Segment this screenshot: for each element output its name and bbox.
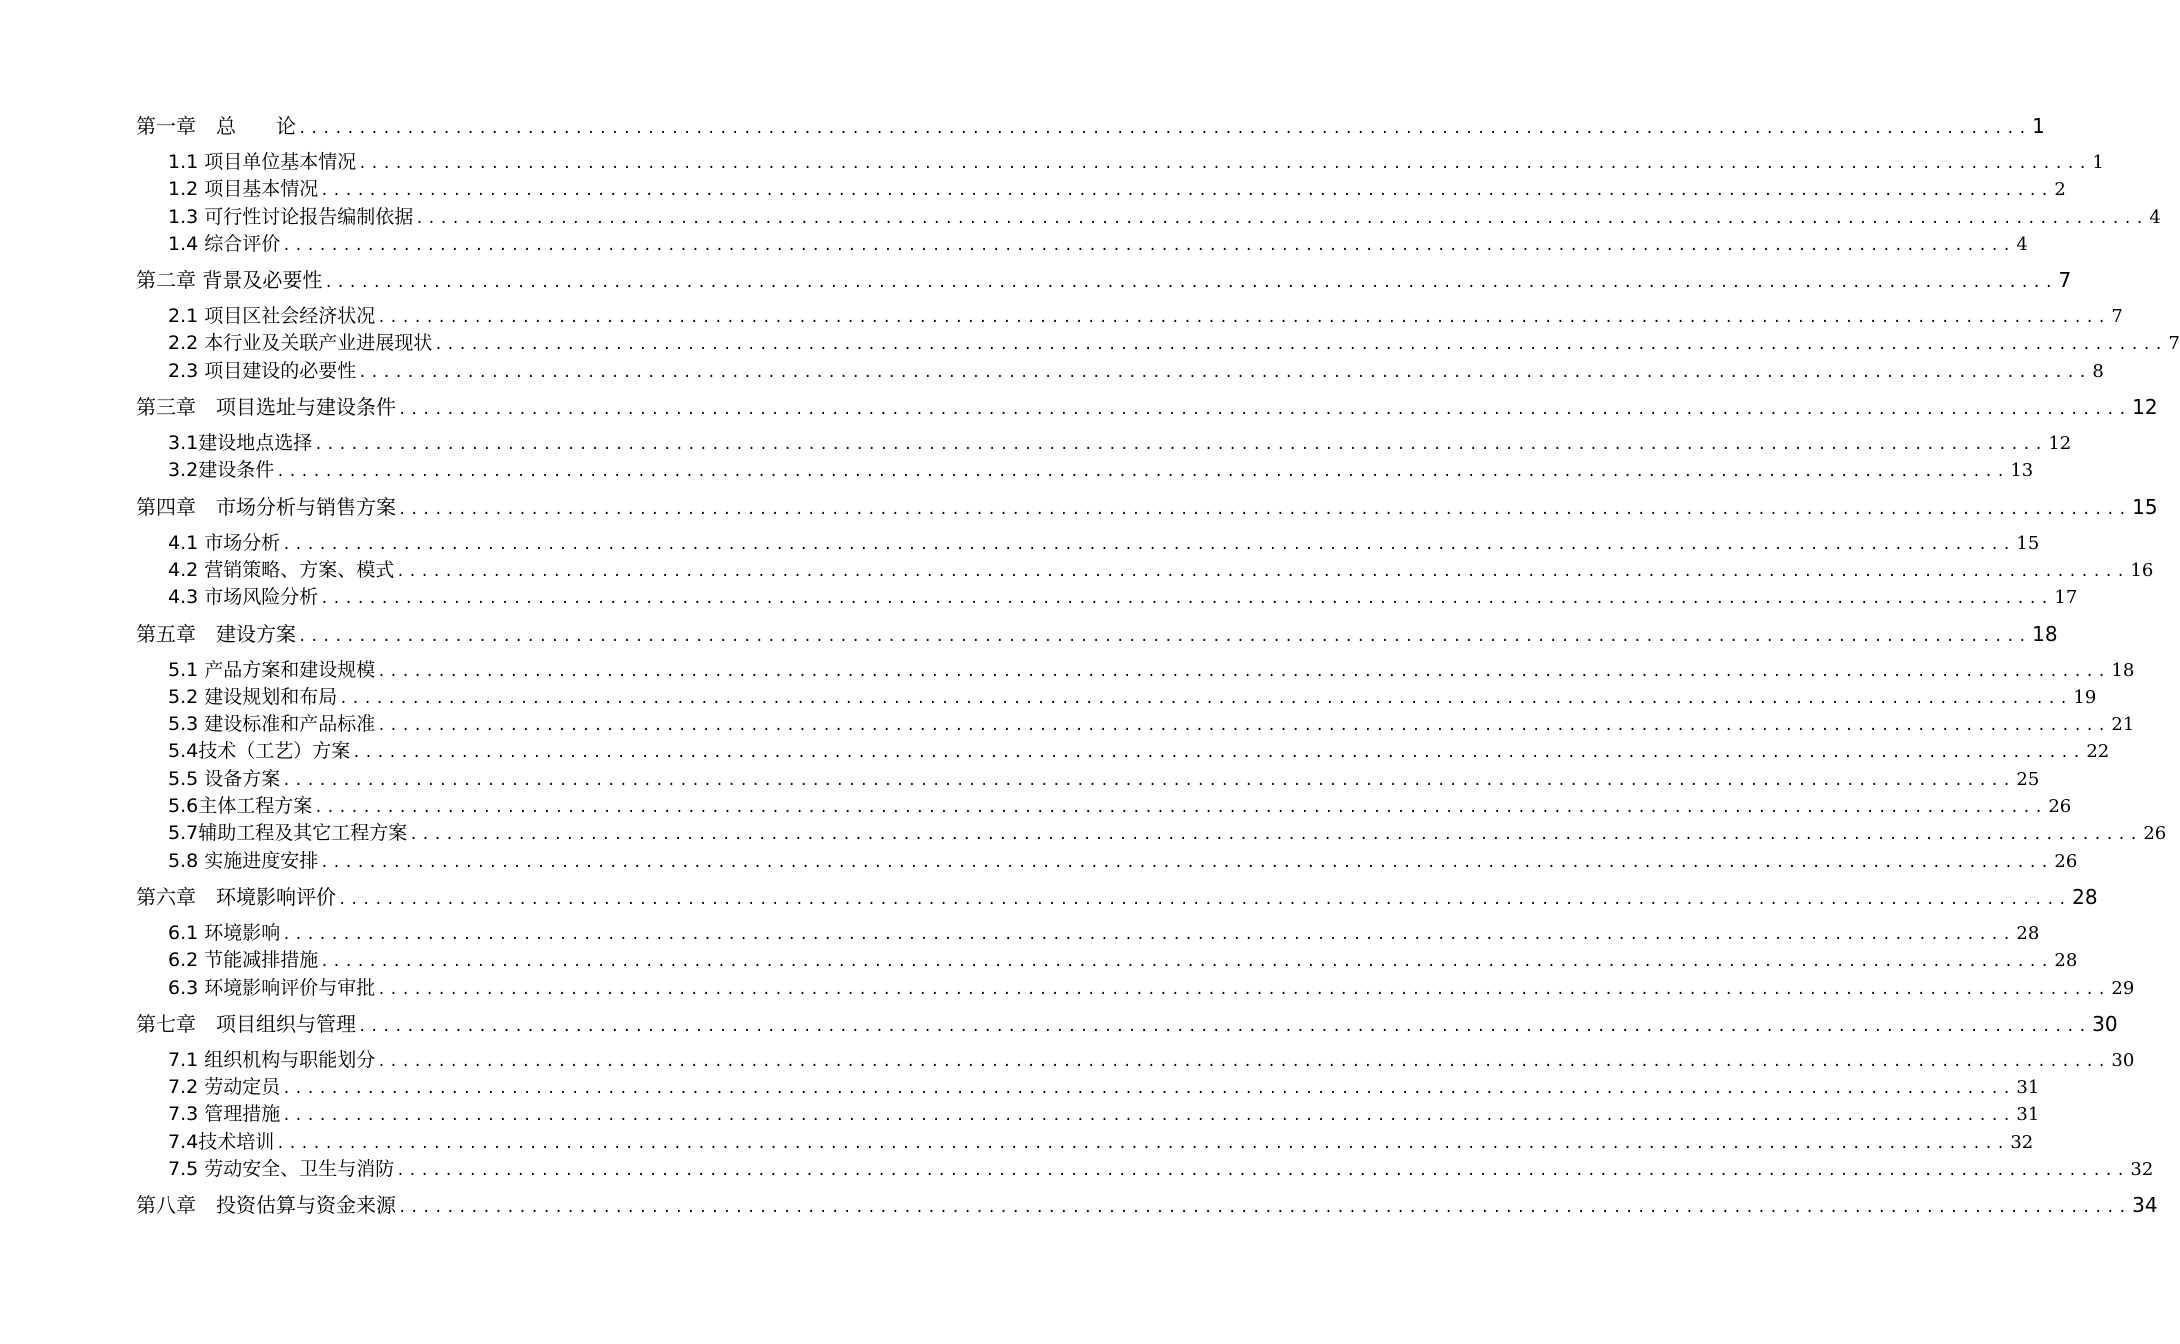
toc-chapter-entry[interactable] bbox=[136, 621, 2058, 648]
toc-dot-leader: ................................................................................................................................................ bbox=[398, 402, 2131, 419]
toc-page-number: 7 bbox=[2058, 268, 2072, 293]
toc-section-entry[interactable] bbox=[136, 920, 2040, 947]
toc-page-number: 12 bbox=[2048, 433, 2072, 455]
toc-section-entry[interactable] bbox=[136, 204, 2161, 231]
toc-dot-leader: ................................................................................................................................................ bbox=[398, 501, 2131, 518]
toc-page-number: 7 bbox=[2168, 333, 2180, 355]
toc-page-number: 26 bbox=[2143, 823, 2167, 845]
toc-dot-leader: ................................................................................................................................................ bbox=[282, 1081, 2015, 1098]
toc-page-number: 34 bbox=[2132, 1193, 2158, 1218]
toc-chapter-entry[interactable] bbox=[136, 1192, 2158, 1219]
toc-section-entry[interactable] bbox=[136, 657, 2135, 684]
toc-entry-title: 1.3 可行性讨论报告编制依据 bbox=[168, 205, 414, 228]
toc-section-entry[interactable] bbox=[136, 738, 2110, 765]
toc-entry-title: 5.2 建设规划和布局 bbox=[168, 685, 338, 708]
toc-entry-title: 4.3 市场风险分析 bbox=[168, 586, 319, 609]
toc-chapter-entry[interactable] bbox=[136, 113, 2045, 140]
toc-dot-leader: ................................................................................................................................................ bbox=[320, 183, 2053, 200]
toc-section-entry[interactable] bbox=[136, 1156, 2154, 1183]
toc-section-entry[interactable] bbox=[136, 149, 2104, 176]
toc-entry-title: 2.3 项目建设的必要性 bbox=[168, 359, 357, 382]
toc-entry-title: 2.1 项目区社会经济状况 bbox=[168, 305, 376, 328]
toc-page-number: 18 bbox=[2111, 659, 2135, 681]
toc-page-number: 28 bbox=[2016, 922, 2040, 944]
toc-section-entry[interactable] bbox=[136, 1074, 2040, 1101]
toc-dot-leader: ................................................................................................................................................ bbox=[339, 690, 2072, 707]
toc-page-number: 17 bbox=[2054, 587, 2078, 609]
toc-section-entry[interactable] bbox=[136, 530, 2040, 557]
toc-dot-leader: ................................................................................................................................................ bbox=[276, 464, 2009, 481]
toc-section-entry[interactable] bbox=[136, 711, 2135, 738]
toc-section-entry[interactable] bbox=[136, 975, 2135, 1002]
toc-page-number: 31 bbox=[2016, 1104, 2040, 1126]
toc-entry-title: 1.1 项目单位基本情况 bbox=[168, 151, 357, 173]
toc-section-entry[interactable] bbox=[136, 330, 2180, 357]
toc-page-number: 26 bbox=[2054, 850, 2078, 872]
toc-entry-title: 第四章 市场分析与销售方案 bbox=[136, 494, 396, 519]
toc-section-entry[interactable] bbox=[136, 1129, 2034, 1156]
toc-entry-title: 7.2 劳动定员 bbox=[168, 1076, 281, 1099]
toc-entry-title: 第五章 建设方案 bbox=[136, 621, 296, 646]
toc-entry-title: 第三章 项目选址与建设条件 bbox=[136, 395, 396, 420]
toc-dot-leader: ................................................................................................................................................ bbox=[282, 237, 2015, 254]
toc-page-number: 12 bbox=[2132, 395, 2158, 420]
toc-entry-title: 3.1建设地点选择 bbox=[168, 432, 313, 455]
toc-dot-leader: ................................................................................................................................................ bbox=[358, 156, 2091, 172]
toc-section-entry[interactable] bbox=[136, 1047, 2135, 1074]
toc-section-entry[interactable] bbox=[136, 557, 2154, 584]
toc-dot-leader: ................................................................................................................................................ bbox=[338, 891, 2071, 908]
toc-dot-leader: ................................................................................................................................................ bbox=[377, 663, 2110, 680]
toc-page-number: 32 bbox=[2130, 1159, 2154, 1181]
toc-page-number: 2 bbox=[2054, 179, 2066, 201]
toc-section-entry[interactable] bbox=[136, 1101, 2040, 1128]
toc-dot-leader: ................................................................................................................................................ bbox=[415, 210, 2148, 227]
toc-section-entry[interactable] bbox=[136, 303, 2123, 330]
toc-chapter-entry[interactable] bbox=[136, 267, 2072, 294]
toc-dot-leader: ................................................................................................................................................ bbox=[282, 536, 2015, 553]
toc-section-entry[interactable] bbox=[136, 584, 2078, 611]
toc-dot-leader: ................................................................................................................................................ bbox=[298, 121, 2031, 137]
toc-page-number: 31 bbox=[2016, 1077, 2040, 1099]
toc-dot-leader: ................................................................................................................................................ bbox=[398, 1200, 2131, 1217]
toc-dot-leader: ................................................................................................................................................ bbox=[276, 1135, 2009, 1152]
toc-entry-title: 5.7辅助工程及其它工程方案 bbox=[168, 822, 408, 845]
toc-dot-leader: ................................................................................................................................................ bbox=[320, 591, 2053, 608]
toc-section-entry[interactable] bbox=[136, 820, 2167, 847]
toc-section-entry[interactable] bbox=[136, 947, 2078, 974]
toc-entry-title: 4.1 市场分析 bbox=[168, 531, 281, 554]
toc-page-number: 18 bbox=[2032, 621, 2058, 646]
toc-entry-title: 5.5 设备方案 bbox=[168, 767, 281, 790]
toc-entry-title: 7.4技术培训 bbox=[168, 1130, 275, 1153]
toc-section-entry[interactable] bbox=[136, 848, 2078, 875]
toc-section-entry[interactable] bbox=[136, 457, 2034, 484]
toc-section-entry[interactable] bbox=[136, 231, 2028, 258]
toc-entry-title: 6.1 环境影响 bbox=[168, 921, 281, 944]
toc-dot-leader: ................................................................................................................................................ bbox=[324, 275, 2057, 292]
toc-entry-title: 第一章 总 论 bbox=[136, 114, 296, 138]
toc-page-number: 29 bbox=[2111, 977, 2135, 999]
toc-page-number: 8 bbox=[2092, 360, 2104, 382]
toc-dot-leader: ................................................................................................................................................ bbox=[320, 854, 2053, 871]
toc-page-number: 7 bbox=[2111, 306, 2123, 328]
toc-dot-leader: ................................................................................................................................................ bbox=[314, 800, 2047, 817]
toc-dot-leader: ................................................................................................................................................ bbox=[282, 772, 2015, 789]
toc-page-number: 28 bbox=[2054, 950, 2078, 972]
toc-page-number: 30 bbox=[2092, 1011, 2118, 1036]
toc-page-number: 15 bbox=[2016, 532, 2040, 554]
toc-page-number: 1 bbox=[2032, 114, 2045, 138]
toc-section-entry[interactable] bbox=[136, 430, 2072, 457]
toc-section-entry[interactable] bbox=[136, 793, 2072, 820]
table-of-contents bbox=[136, 113, 2180, 1228]
toc-page-number: 16 bbox=[2130, 559, 2154, 581]
toc-chapter-entry[interactable] bbox=[136, 494, 2158, 521]
toc-dot-leader: ................................................................................................................................................ bbox=[314, 437, 2047, 454]
toc-page-number: 30 bbox=[2111, 1049, 2135, 1071]
toc-section-entry[interactable] bbox=[136, 176, 2066, 203]
toc-section-entry[interactable] bbox=[136, 684, 2097, 711]
toc-page-number: 13 bbox=[2010, 460, 2034, 482]
toc-entry-title: 4.2 营销策略、方案、模式 bbox=[168, 558, 395, 581]
toc-dot-leader: ................................................................................................................................................ bbox=[396, 1163, 2129, 1180]
toc-entry-title: 5.4技术（工艺）方案 bbox=[168, 740, 351, 763]
toc-entry-title: 第六章 环境影响评价 bbox=[136, 884, 336, 909]
toc-entry-title: 7.1 组织机构与职能划分 bbox=[168, 1048, 376, 1071]
toc-entry-title: 第八章 投资估算与资金来源 bbox=[136, 1193, 396, 1218]
toc-entry-title: 5.1 产品方案和建设规模 bbox=[168, 658, 376, 681]
toc-entry-title: 2.2 本行业及关联产业进展现状 bbox=[168, 332, 433, 355]
toc-dot-leader: ................................................................................................................................................ bbox=[358, 1018, 2091, 1035]
toc-dot-leader: ................................................................................................................................................ bbox=[409, 827, 2142, 844]
toc-section-entry[interactable] bbox=[136, 766, 2040, 793]
toc-page-number: 21 bbox=[2111, 714, 2135, 736]
toc-page-number: 19 bbox=[2073, 686, 2097, 708]
toc-dot-leader: ................................................................................................................................................ bbox=[377, 981, 2110, 998]
toc-dot-leader: ................................................................................................................................................ bbox=[352, 745, 2085, 762]
toc-dot-leader: ................................................................................................................................................ bbox=[377, 1053, 2110, 1070]
toc-entry-title: 1.4 综合评价 bbox=[168, 232, 281, 255]
toc-entry-title: 7.3 管理措施 bbox=[168, 1103, 281, 1126]
toc-dot-leader: ................................................................................................................................................ bbox=[377, 310, 2110, 327]
toc-entry-title: 5.8 实施进度安排 bbox=[168, 849, 319, 872]
toc-entry-title: 7.5 劳动安全、卫生与消防 bbox=[168, 1158, 395, 1181]
toc-page-number: 15 bbox=[2132, 494, 2158, 519]
toc-entry-title: 3.2建设条件 bbox=[168, 459, 275, 482]
toc-page-number: 22 bbox=[2086, 741, 2110, 763]
toc-dot-leader: ................................................................................................................................................ bbox=[320, 954, 2053, 971]
toc-page-number: 25 bbox=[2016, 768, 2040, 790]
toc-section-entry[interactable] bbox=[136, 358, 2104, 385]
toc-chapter-entry[interactable] bbox=[136, 394, 2158, 421]
toc-dot-leader: ................................................................................................................................................ bbox=[282, 926, 2015, 943]
toc-page-number: 28 bbox=[2072, 884, 2098, 909]
toc-page-number: 4 bbox=[2149, 206, 2161, 228]
toc-dot-leader: ................................................................................................................................................ bbox=[396, 563, 2129, 580]
toc-chapter-entry[interactable] bbox=[136, 884, 2098, 911]
toc-entry-title: 5.6主体工程方案 bbox=[168, 795, 313, 818]
toc-dot-leader: ................................................................................................................................................ bbox=[358, 364, 2091, 381]
toc-dot-leader: ................................................................................................................................................ bbox=[434, 337, 2167, 354]
toc-page-number: 1 bbox=[2092, 152, 2104, 173]
toc-entry-title: 5.3 建设标准和产品标准 bbox=[168, 713, 376, 736]
toc-entry-title: 1.2 项目基本情况 bbox=[168, 178, 319, 201]
toc-entry-title: 6.3 环境影响评价与审批 bbox=[168, 976, 376, 999]
toc-entry-title: 6.2 节能减排措施 bbox=[168, 949, 319, 972]
toc-chapter-entry[interactable] bbox=[136, 1011, 2118, 1038]
toc-page-number: 26 bbox=[2048, 796, 2072, 818]
toc-entry-title: 第七章 项目组织与管理 bbox=[136, 1011, 356, 1036]
toc-dot-leader: ................................................................................................................................................ bbox=[282, 1108, 2015, 1125]
toc-page-number: 32 bbox=[2010, 1131, 2034, 1153]
toc-dot-leader: ................................................................................................................................................ bbox=[298, 628, 2031, 645]
toc-entry-title: 第二章 背景及必要性 bbox=[136, 268, 323, 293]
toc-page-number: 4 bbox=[2016, 233, 2028, 255]
toc-dot-leader: ................................................................................................................................................ bbox=[377, 718, 2110, 735]
